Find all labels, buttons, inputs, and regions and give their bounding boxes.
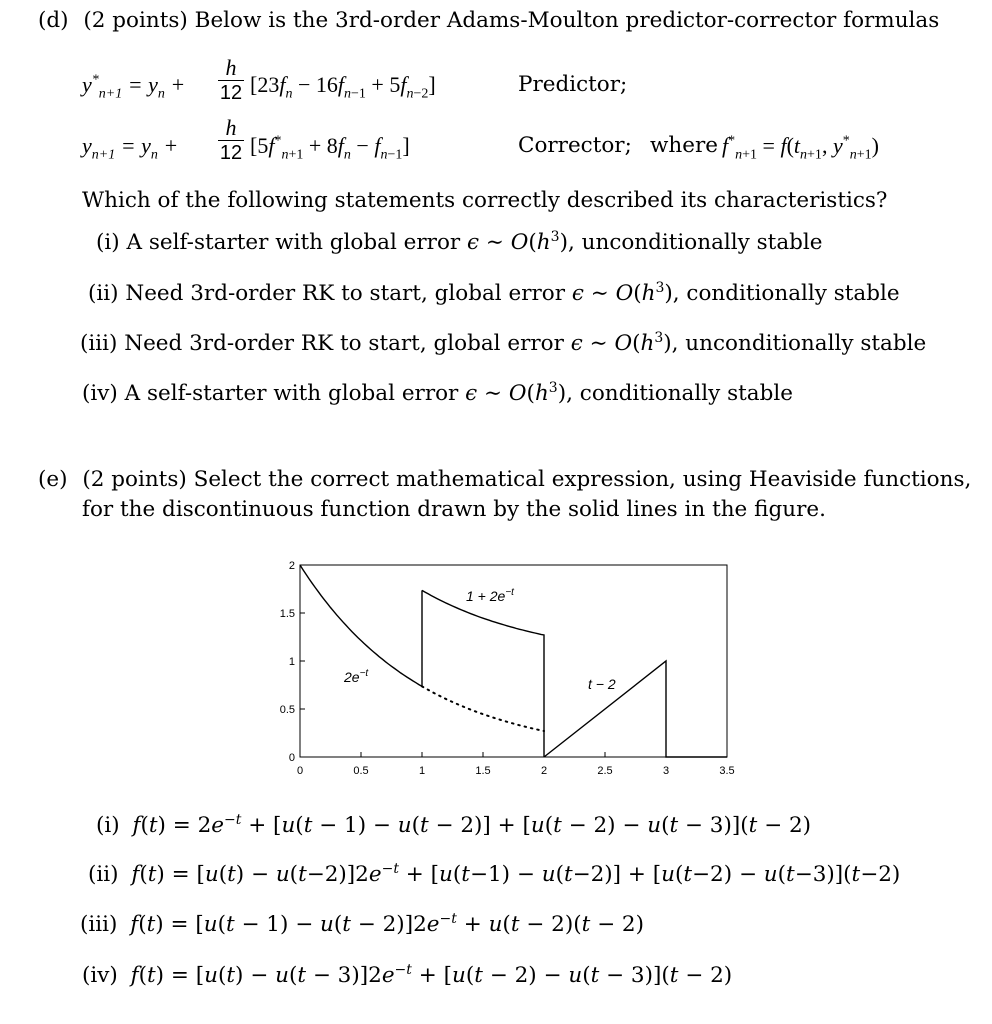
heaviside-plot [270, 548, 770, 788]
e-option-4[interactable] [82, 963, 732, 988]
predictor-frac-num: h [225, 55, 237, 80]
y-tick-label: 1 [288, 656, 295, 668]
e-option-3-label: (iii) [80, 912, 118, 937]
series-t-minus-2 [544, 661, 727, 757]
e-option-3[interactable] [80, 912, 644, 937]
e-option-2-text: $f(t) = [u(t) - u(t-2)]2e^{-t} + [u(t-1) - u(t-2)] + [u(t-2) - u(t-3)](t-2)$ [131, 860, 901, 887]
part-e-points: (2 points) [82, 467, 187, 492]
e-option-2-label: (ii) [88, 862, 119, 887]
series-2e-t-dotted [422, 686, 544, 731]
predictor-lhs: $y^*_{n+1} = y_n$ + [82, 72, 186, 102]
part-d-label: (d) [38, 8, 69, 33]
where-expression: $f^*_{n+1} = f(t_{n+1}$, $y^*_{n+1}$) [722, 133, 879, 163]
e-option-4-text: $f(t) = [u(t) - u(t - 3)]2e^{-t} + [u(t - 2) - u(t - 3)](t - 2)$ [130, 961, 733, 988]
d-option-2-label: (ii) [88, 281, 119, 306]
where-label: where [650, 133, 718, 158]
predictor-rhs: $[23f_n - 16f_{n-1} + 5f_{n-2}]$ [250, 72, 436, 102]
x-tick-label: 2 [540, 765, 548, 777]
part-e-intro-line1: Select the correct mathematical expression, using Heaviside functions, [193, 467, 972, 492]
e-option-2[interactable] [88, 862, 900, 887]
d-option-3[interactable] [80, 331, 926, 356]
predictor-label: Predictor; [518, 72, 628, 97]
e-option-3-text: $f(t) = [u(t - 1) - u(t - 2)]2e^{-t} + u(t - 2)(t - 2)$ [130, 910, 644, 937]
part-d-points: (2 points) [83, 8, 188, 33]
d-option-1-text: A self-starter with global error ϵ ∼ $O(h^3)$, unconditionally stable [126, 228, 823, 255]
corrector-label: Corrector; [518, 133, 632, 158]
e-option-1[interactable] [96, 813, 811, 838]
d-option-4-label: (iv) [82, 381, 118, 406]
x-tick-label: 1 [418, 765, 426, 777]
d-option-4-text: A self-starter with global error ϵ ∼ $O(h^3)$, conditionally stable [124, 379, 793, 406]
x-tick-label: 0.5 [353, 765, 369, 777]
corrector-fraction [218, 116, 244, 165]
part-d-intro: Below is the 3rd-order Adams-Moulton predictor-corrector formulas [194, 8, 940, 33]
part-d-header [38, 8, 939, 33]
x-tick-label: 3.5 [719, 765, 735, 777]
corrector-rhs: $[5f^*_{n+1} + 8f_n - f_{n-1}]$ [250, 133, 410, 163]
e-option-4-label: (iv) [82, 963, 118, 988]
annotation-1-plus-2e-t: $1 + 2e^{-t}$ [466, 587, 514, 604]
part-e-label: (e) [38, 467, 68, 492]
x-tick-label: 1.5 [475, 765, 491, 777]
corrector-frac-num: h [225, 115, 237, 140]
annotation-t-minus-2: t − 2 [588, 676, 616, 692]
e-option-1-text: $f(t) = 2e^{-t} + [u(t - 1) - u(t - 2)] + [u(t - 2) - u(t - 3)](t - 2)$ [132, 811, 812, 838]
d-option-1-label: (i) [96, 230, 120, 255]
d-option-2[interactable] [88, 281, 900, 306]
part-e-intro-line2: for the discontinuous function drawn by the solid lines in the figure. [82, 497, 826, 522]
d-option-4[interactable] [82, 381, 793, 406]
y-tick-label: 1.5 [279, 608, 295, 620]
y-tick-label: 0.5 [279, 704, 295, 716]
x-tick-label: 2.5 [597, 765, 613, 777]
corrector-frac-den: 12 [219, 142, 243, 164]
e-option-1-label: (i) [96, 813, 120, 838]
predictor-fraction [218, 56, 244, 105]
predictor-frac-den: 12 [219, 82, 243, 104]
d-option-3-label: (iii) [80, 331, 118, 356]
annotation-2e-t: $2e^{-t}$ [344, 668, 369, 685]
series-1-plus-2e-t [422, 590, 544, 757]
x-tick-label: 3 [662, 765, 670, 777]
d-option-3-text: Need 3rd-order RK to start, global error ϵ ∼ $O(h^3)$, unconditionally stable [124, 329, 927, 356]
part-e-header [38, 467, 971, 492]
corrector-lhs: $y_{n+1} = y_n$ + [82, 133, 179, 163]
y-tick-label: 2 [288, 560, 295, 572]
d-option-2-text: Need 3rd-order RK to start, global error ϵ ∼ $O(h^3)$, conditionally stable [125, 279, 900, 306]
y-tick-label: 0 [288, 752, 295, 764]
d-option-1[interactable] [96, 230, 823, 255]
x-tick-label: 0 [296, 765, 304, 777]
part-d-question: Which of the following statements correctly described its characteristics? [82, 188, 888, 213]
